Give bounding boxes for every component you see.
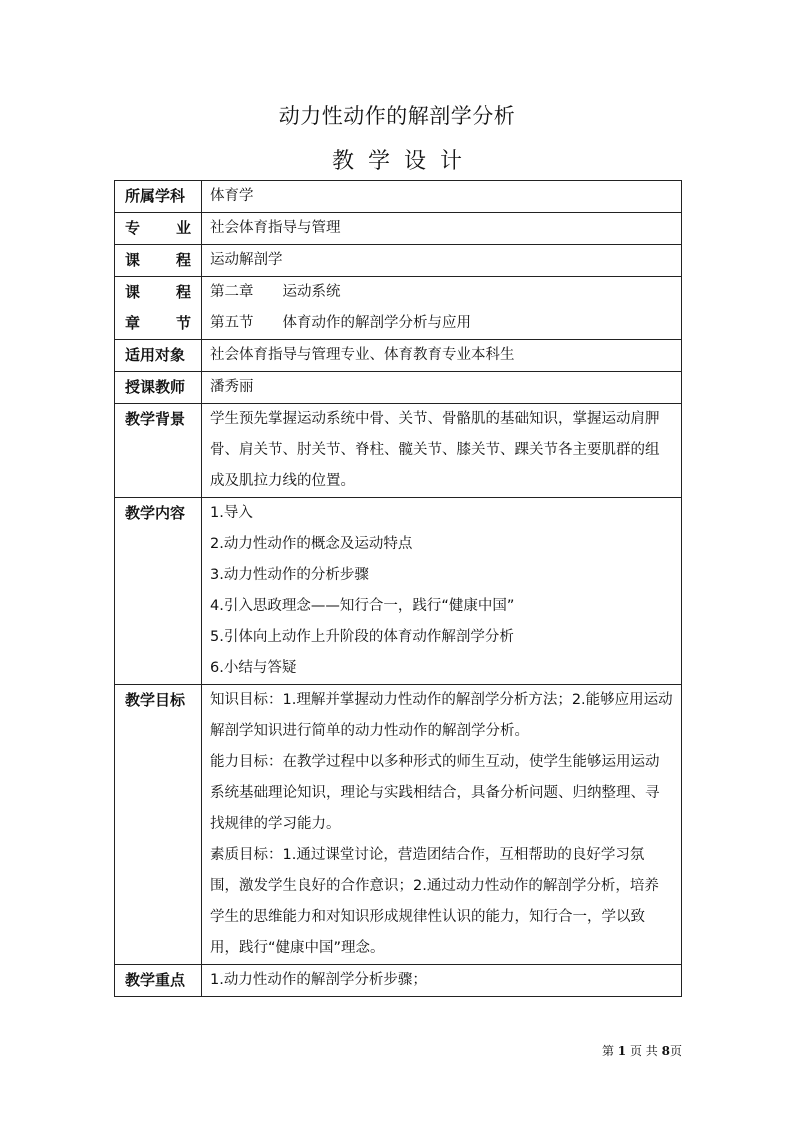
row-value	[202, 340, 682, 372]
table-row	[115, 404, 682, 498]
background-label: 教学背景	[125, 410, 186, 428]
teaching-plan-table	[114, 180, 682, 997]
row-value	[202, 245, 682, 277]
teacher-value: 潘秀丽	[210, 379, 254, 395]
chapter-label-char: 章	[125, 314, 141, 332]
background-value: 学生预先掌握运动系统中骨、关节、骨骼肌的基础知识，掌握运动肩胛骨、肩关节、肘关节、脊柱、髋关节、膝关节、踝关节各主要肌群的组成及肌拉力线的位置。	[210, 411, 660, 489]
content-item: 4.引入思政理念——知行合一，践行“健康中国”	[210, 598, 515, 614]
ability-objective: 能力目标：在教学过程中以多种形式的师生互动，使学生能够运用运动系统基础理论知识，理论与实践相结合，具备分析问题、归纳整理、寻找规律的学习能力。	[210, 754, 660, 832]
quality-objective: 素质目标：1.通过课堂讨论，营造团结合作，互相帮助的良好学习氛围，激发学生良好的合作意识；2.通过动力性动作的解剖学分析，培养学生的思维能力和对知识形成规律性认识的能力，知行合一，学以致用，践行“健康中国”理念。	[210, 847, 659, 956]
content-item: 6.小结与答疑	[210, 660, 297, 676]
row-label	[115, 181, 202, 213]
row-label	[115, 685, 202, 965]
keypoints-label: 教学重点	[125, 971, 186, 989]
current-page-number: 1	[617, 1044, 627, 1058]
course-label-char: 程	[175, 251, 191, 269]
major-label-char: 业	[175, 219, 191, 237]
content-item: 1.导入	[210, 505, 253, 521]
objectives-label: 教学目标	[125, 691, 186, 709]
page-footer	[602, 1042, 682, 1059]
footer-text: 页 共	[629, 1044, 658, 1058]
audience-value: 社会体育指导与管理专业、体育教育专业本科生	[210, 347, 515, 363]
course-label	[115, 245, 201, 276]
row-value	[202, 685, 682, 965]
table-row	[115, 213, 682, 245]
content-item: 2.动力性动作的概念及运动特点	[210, 536, 413, 552]
footer-text: 页	[669, 1044, 682, 1058]
chapter-label-course	[115, 277, 201, 308]
row-value	[202, 404, 682, 498]
footer-text: 第	[601, 1044, 614, 1058]
table-row	[115, 498, 682, 685]
course-value: 运动解剖学	[210, 252, 283, 268]
content-label: 教学内容	[125, 504, 186, 522]
row-label	[115, 404, 202, 498]
table-row	[115, 340, 682, 372]
row-label	[115, 498, 202, 685]
content-item: 3.动力性动作的分析步骤	[210, 567, 369, 583]
chapter-label-char: 课	[125, 283, 141, 301]
chapter-label-char: 程	[175, 283, 191, 301]
chapter-label-char: 节	[175, 314, 191, 332]
document-title: 动力性动作的解剖学分析	[278, 104, 516, 128]
teacher-label: 授课教师	[125, 378, 186, 396]
row-value	[202, 181, 682, 213]
row-value	[202, 965, 682, 997]
course-label-char: 课	[125, 251, 141, 269]
subject-value: 体育学	[210, 188, 254, 204]
table-row	[115, 181, 682, 213]
row-label	[115, 340, 202, 372]
content-item: 5.引体向上动作上升阶段的体育动作解剖学分析	[210, 629, 514, 645]
table-row	[115, 277, 682, 340]
row-value	[202, 498, 682, 685]
table-row	[115, 685, 682, 965]
section-value: 第五节 体育动作的解剖学分析与应用	[210, 315, 471, 331]
row-label	[115, 213, 202, 245]
total-page-number: 8	[661, 1044, 670, 1058]
major-value: 社会体育指导与管理	[210, 220, 341, 236]
knowledge-objective: 知识目标：1.理解并掌握动力性动作的解剖学分析方法；2.能够应用运动解剖学知识进行简单的动力性动作的解剖学分析。	[210, 692, 673, 739]
document-subtitle: 教学设计	[331, 149, 476, 174]
table-row	[115, 245, 682, 277]
chapter-value: 第二章 运动系统	[210, 284, 341, 300]
table-row	[115, 965, 682, 997]
audience-label: 适用对象	[125, 346, 186, 364]
row-value	[202, 277, 682, 340]
row-value	[202, 372, 682, 404]
row-label	[115, 277, 202, 340]
major-label	[115, 213, 201, 244]
major-label-char: 专	[125, 219, 141, 237]
row-value	[202, 213, 682, 245]
chapter-label-section	[115, 308, 201, 339]
table-row	[115, 372, 682, 404]
subject-label: 所属学科	[125, 187, 186, 205]
keypoints-value: 1.动力性动作的解剖学分析步骤；	[210, 972, 427, 988]
row-label	[115, 965, 202, 997]
row-label	[115, 372, 202, 404]
row-label	[115, 245, 202, 277]
